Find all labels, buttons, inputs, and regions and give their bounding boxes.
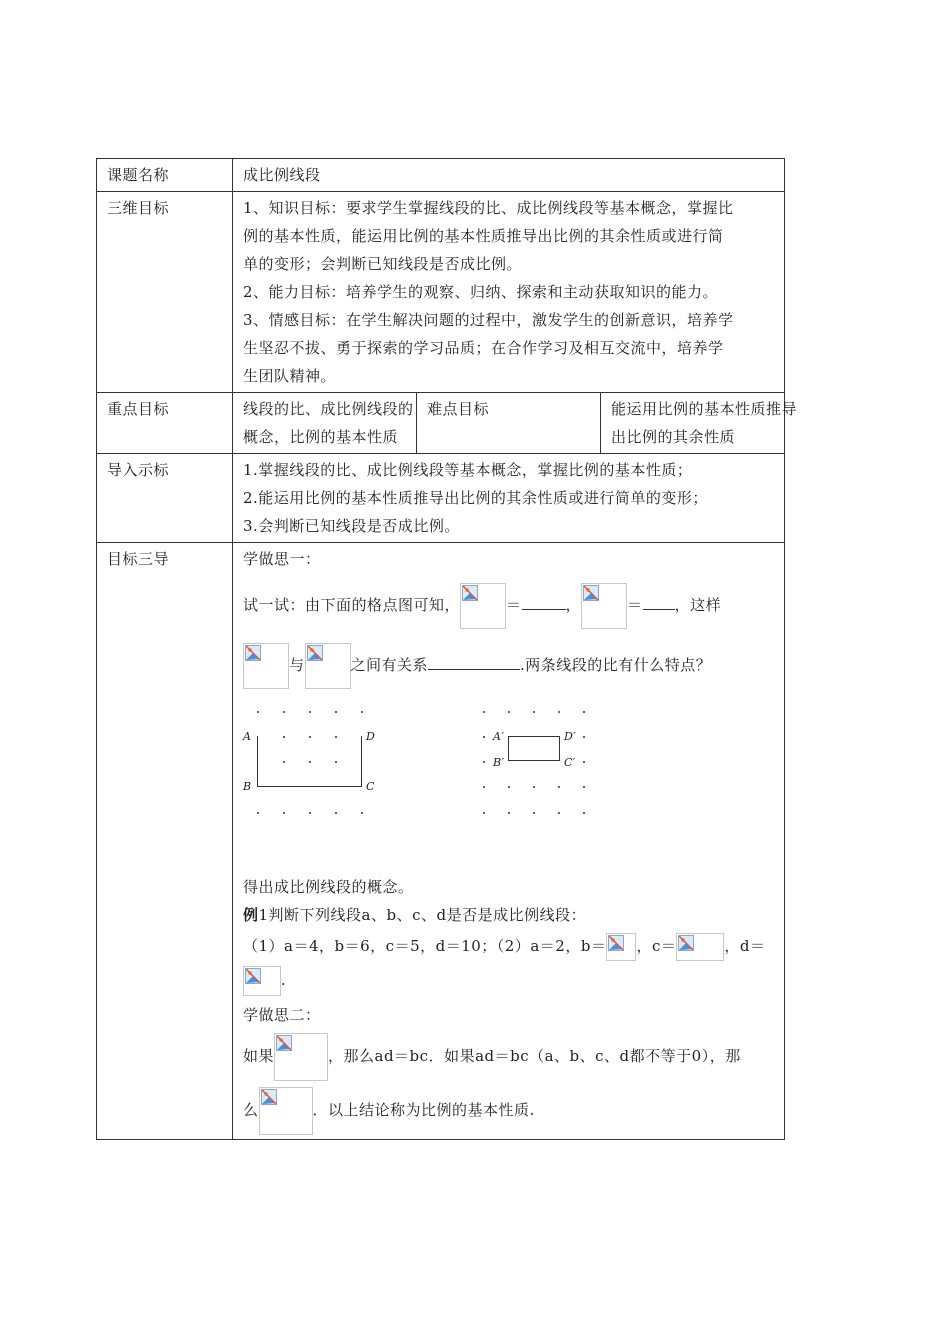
- try-line: [243, 581, 774, 629]
- key-value: [233, 393, 417, 454]
- guide-content: [233, 543, 785, 1140]
- ex-c: ，c＝: [636, 937, 677, 955]
- example-text: 1判断下列线段a、b、c、d是否是成比例线段：: [258, 906, 587, 924]
- point-label: A: [243, 730, 252, 743]
- broken-image-icon: [243, 966, 281, 996]
- point-label: D: [366, 730, 376, 743]
- answer-blank: [643, 593, 675, 610]
- guide-label: 目标三导: [97, 543, 233, 1140]
- if-line: [243, 1029, 774, 1083]
- eq-sign: ＝: [627, 596, 643, 614]
- intro-label: 导入示标: [97, 454, 233, 543]
- question-text: .两条线段的比有什么特点？: [520, 656, 712, 674]
- lesson-plan-table: [96, 158, 798, 1140]
- topic-label: 课题名称: [97, 159, 233, 192]
- goals-line: 生坚忍不拔、勇于探索的学习品质；在合作学习及相互交流中，培养学: [243, 339, 724, 357]
- broken-image-icon: [606, 933, 636, 961]
- example-bold: 例: [243, 906, 259, 924]
- goals-line: 2、能力目标：培养学生的观察、归纳、探索和主动获取知识的能力。: [243, 283, 719, 301]
- goals-line: 单的变形；会判断已知线段是否成比例。: [243, 255, 523, 273]
- row-key: [97, 393, 785, 454]
- then-line: [243, 1083, 774, 1137]
- if-prefix: 如果: [243, 1047, 275, 1065]
- difficulty-value: [601, 393, 798, 454]
- think1-heading: 学做思一：: [243, 550, 321, 568]
- goals-label: 三维目标: [97, 192, 233, 393]
- point-label: B′: [493, 756, 505, 769]
- intro-line: 3.会判断已知线段是否成比例。: [243, 517, 460, 535]
- point-label: A′: [493, 730, 505, 743]
- row-intro: [97, 454, 785, 543]
- then-suffix: ．以上结论称为比例的基本性质.: [312, 1101, 535, 1119]
- intro-line: 2.能运用比例的基本性质推导出比例的其余性质或进行简单的变形；: [243, 489, 708, 507]
- and-text: 与: [289, 656, 305, 674]
- eq-sign: ＝: [506, 596, 522, 614]
- topic-value: 成比例线段: [233, 159, 785, 192]
- goals-content: [233, 192, 785, 393]
- ex-d: ，d＝: [724, 937, 766, 955]
- broken-image-icon: [243, 643, 289, 689]
- answer-blank: [522, 593, 566, 610]
- intro-line: 1.掌握线段的比、成比例线段等基本概念，掌握比例的基本性质；: [243, 461, 693, 479]
- then-prefix: 么: [243, 1101, 259, 1119]
- try-suffix: ，这样: [674, 596, 722, 614]
- lattice-figures: [243, 691, 774, 841]
- try-prefix: 试一试：由下面的格点图可知，: [243, 596, 461, 614]
- broken-image-icon: [460, 583, 506, 629]
- goals-line: 生团队精神。: [243, 367, 337, 385]
- example-values-line2: [243, 963, 774, 997]
- key-value-line: 线段的比、成比例线段的: [243, 400, 414, 418]
- relation-line: [243, 639, 774, 691]
- point-label: D′: [564, 730, 577, 743]
- goals-line: 3、情感目标：在学生解决问题的过程中，激发学生的创新意识，培养学: [243, 311, 734, 329]
- point-label: C′: [564, 756, 576, 769]
- answer-blank: [428, 653, 520, 670]
- example-values-line: [243, 929, 774, 963]
- key-label: 重点目标: [97, 393, 233, 454]
- row-topic: [97, 159, 785, 192]
- comma: ，: [565, 596, 582, 614]
- goals-line: 1、知识目标：要求学生掌握线段的比、成比例线段等基本概念，掌握比: [243, 199, 734, 217]
- difficulty-line: 能运用比例的基本性质推导: [611, 400, 798, 418]
- row-guide: [97, 543, 785, 1140]
- broken-image-icon: [581, 583, 627, 629]
- think2-heading: 学做思二：: [243, 1006, 321, 1024]
- period: .: [281, 971, 287, 989]
- difficulty-line: 出比例的其余性质: [611, 428, 736, 446]
- broken-image-icon: [259, 1087, 313, 1135]
- broken-image-icon: [305, 643, 351, 689]
- broken-image-icon: [676, 933, 724, 961]
- difficulty-label: 难点目标: [417, 393, 601, 454]
- if-mid: ，那么ad＝bc．如果ad＝bc（a、b、c、d都不等于0），那: [328, 1047, 741, 1065]
- intro-content: [233, 454, 785, 543]
- goals-line: 例的基本性质，能运用比例的基本性质推导出比例的其余性质或进行简: [243, 227, 724, 245]
- relation-text: 之间有关系: [350, 656, 429, 674]
- example-heading: [243, 901, 774, 929]
- ex-part1: （1）a＝4，b＝6，c＝5，d＝10；（2）a＝2，b＝: [243, 937, 607, 955]
- row-goals: [97, 192, 785, 393]
- point-label: B: [243, 780, 252, 793]
- conclusion-text: 得出成比例线段的概念。: [243, 878, 414, 896]
- point-label: C: [366, 780, 375, 793]
- key-value-line: 概念，比例的基本性质: [243, 428, 399, 446]
- broken-image-icon: [274, 1033, 328, 1081]
